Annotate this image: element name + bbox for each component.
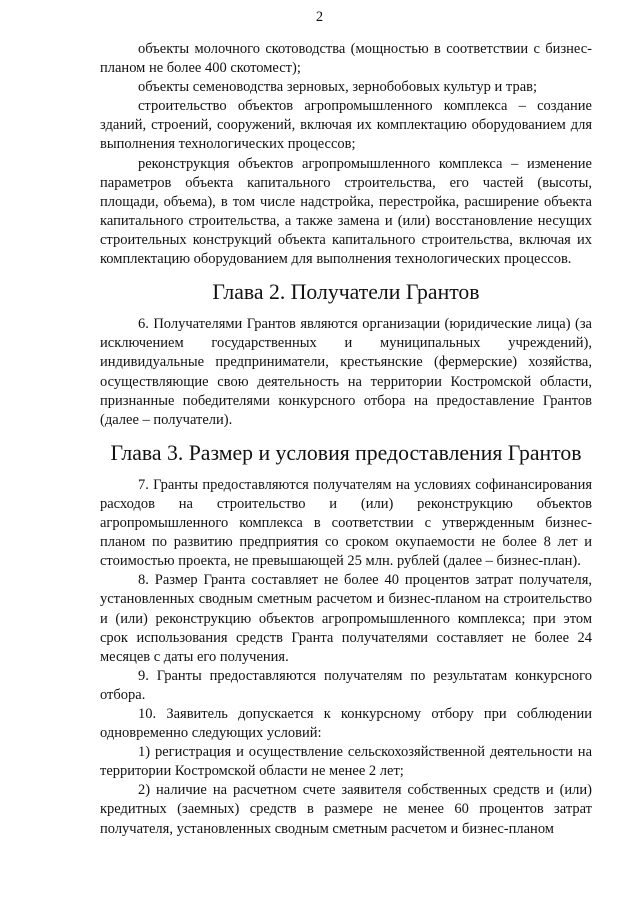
paragraph-8-grant-size: 8. Размер Гранта составляет не более 40 процентов затрат получателя, установленных сводным сметным расчетом и бизнес-планом на строительство и (или) реконструкцию объектов агропромышленного комплекса; при этом срок использования средств Гранта получателями составляет не более 24 месяцев с даты его получения.: [100, 572, 592, 665]
paragraph-seed-objects: объекты семеноводства зерновых, зернобобовых культур и трав;: [138, 79, 538, 96]
paragraph-10-admission: 10. Заявитель допускается к конкурсному отбору при соблюдении одновременно следующих условий:: [100, 706, 592, 742]
paragraph-dairy-objects: объекты молочного скотоводства (мощностью в соответствии с бизнес-планом не более 400 скотомест);: [100, 41, 592, 77]
paragraph-10-condition-1: 1) регистрация и осуществление сельскохозяйственной деятельности на территории Костромской области не менее 2 лет;: [100, 744, 592, 780]
paragraph-construction-definition: строительство объектов агропромышленного комплекса – создание зданий, строений, сооружений, включая их комплектацию оборудованием для выполнения технологических процессов;: [100, 98, 592, 153]
chapter-3-heading: Глава 3. Размер и условия предоставления Грантов: [110, 440, 582, 465]
chapter-2-heading: Глава 2. Получатели Грантов: [212, 280, 480, 305]
paragraph-6-recipients: 6. Получателями Грантов являются организации (юридические лица) (за исключением государственных и муниципальных учреждений), индивидуальные предприниматели, крестьянские (фермерские) хозяйства, осуществляющие свою деятельность на территории Костромской области, признанные победителями конкурсного отбора на предоставление Грантов (далее – получатели).: [100, 316, 592, 428]
paragraph-10-condition-2: 2) наличие на расчетном счете заявителя собственных средств и (или) кредитных (заемных) средств в размере не менее 60 процентов затрат получателя, установленных сводным сметным расчетом и бизнес-планом: [100, 782, 592, 837]
document-body: [100, 40, 592, 839]
paragraph-reconstruction-definition: реконструкция объектов агропромышленного комплекса – изменение параметров объекта капитального строительства, его частей (высоты, площади, объема), в том числе надстройка, перестройка, расширение объекта капитального строительства, а также замена и (или) восстановление несущих строительных конструкций объекта капитального строительства, включая их комплектацию оборудованием для выполнения технологических процессов.: [100, 155, 592, 268]
page-number: 2: [315, 9, 324, 25]
paragraph-7-grant-conditions: 7. Гранты предоставляются получателям на условиях софинансирования расходов на строительство и (или) реконструкцию объектов агропромышленного комплекса в соответствии с утвержденным бизнес-планом по развитию предприятия со сроком окупаемости не более 8 лет и стоимостью проекта, не превышающей 25 млн. рублей (далее – бизнес-план).: [100, 476, 592, 570]
paragraph-9-competition: 9. Гранты предоставляются получателям по результатам конкурсного отбора.: [100, 667, 592, 703]
